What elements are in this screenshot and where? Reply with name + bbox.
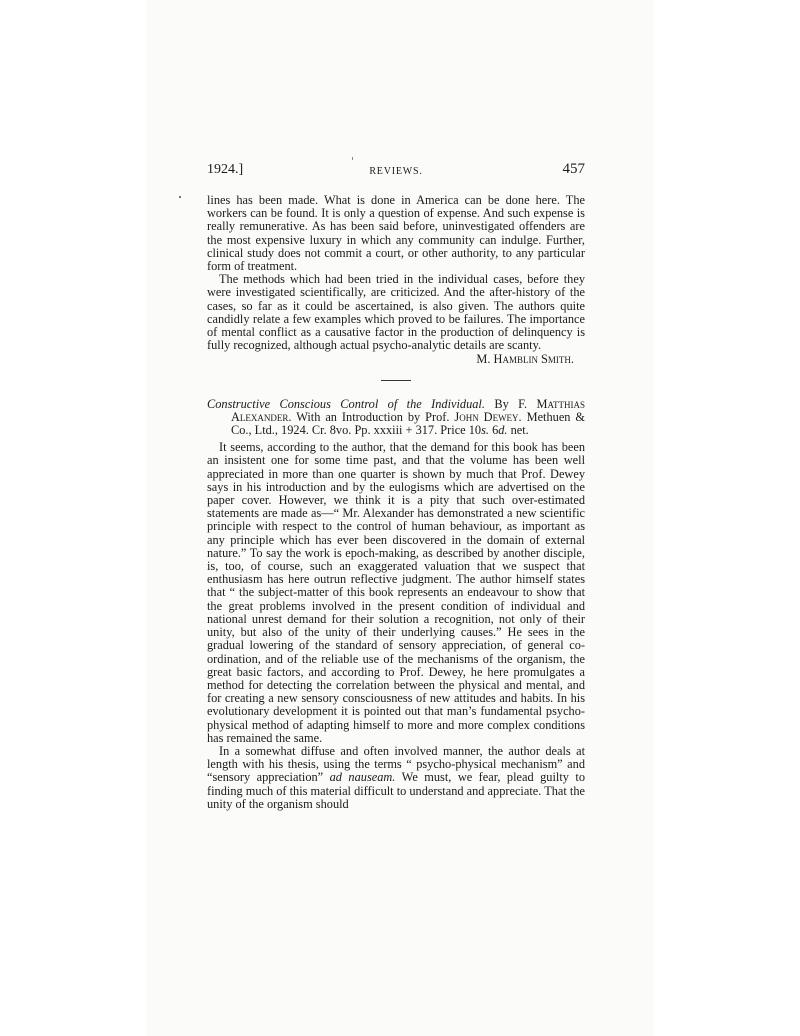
page-number: 457 [562,161,585,177]
review-continued [207,194,585,367]
review1-paragraph-1: lines has been made. What is done in America can be done here. The workers can be found. It is only a question of expense. And such expense is really remunerative. As has been said before, uninvestigated offenders are the most expensive luxury in which any community can indulge. Further, clinical study does not commit a court, or other authority, to any particular form of treatment. [207,193,585,274]
review2-paragraph-2-start: In a somewhat diffuse and often involved manner, the author deals at length with his thesis, using the terms “ psycho-physical mechanism” and “sensory appreciation” [207,743,585,785]
review1-signature: M. Hamblin Smith. [476,352,574,367]
citation-by: By F. [494,396,528,411]
running-head [207,163,585,181]
price-mid: 6 [488,423,499,438]
price-label: Price 10 [440,423,482,438]
margin-speck [179,196,181,198]
review2-paragraph-2 [207,745,585,811]
price-pence: d. [498,423,508,438]
book-title: Constructive Conscious Control of the Individual. [207,396,485,411]
review2-paragraph-1: It seems, according to the author, that the demand for this book has been an insistent one for some time past, and that the volume has been well appreciated in more than one quarter is shown by much that Prof. Dewey says in his introduction and by the eulogisms which are advertised on the paper cover. However, we think it is a pity that such over-estimated statements are made as—“ Mr. Alexander has demonstrated a new scientific principle with respect to the control of human behaviour, as important as any principle which has ever been discovered in the domain of external nature.” To say the work is epoch-making, as described by another disciple, is, too, of course, such an exaggerated valuation that we suspect that enthusiasm has here outrun reflective judgment. The author himself states that “ the subject-matter of this book represents an endeavour to show that the great problems involved in the present condition of individual and national unrest demand for their solution a recognition, not only of their unity, but also of the unity of their underlying causes.” He sees in the gradual lowering of the standard of sensory appreciation, of general co-ordination, and of the reliable use of the mechanisms of the organism, the great basic factors, and according to Prof. Dewey, he here promulgates a method for detecting the correlation between the physical and mental, and for creating a new sensory consciousness of new attitudes and habits. In his evolutionary development it is pointed out that man’s fundamental psycho-physical method of adapting himself to more and more complex conditions has remained the same. [207,440,585,745]
running-head-year: 1924.] [207,162,244,177]
review2-paragraph-2-end: We must, we fear, plead guilty to finding much of this material difficult to understand and appreciate. That the unity of the organism should [207,770,585,811]
book-author: Matthias Alexander. [231,396,586,424]
citation-price [440,423,528,437]
latin-phrase: ad nauseam. [329,770,396,785]
citation-publisher: Methuen & Co., Ltd., 1924. Cr. 8vo. Pp. xxxiii + 317. [231,409,586,438]
price-end: net. [507,423,529,438]
journal-page [207,163,585,811]
review1-paragraph-2: The methods which had been tried in the individual cases, before they were investigated scientifically, are criticized. And the after-history of the cases, so far as it could be ascertained, is also given. The authors quite candidly relate a few examples which proved to be failures. The importance of mental conflict as a causative factor in the production of delinquency is fully recognized, although actual psycho-analytic details are scanty. [207,272,585,353]
running-head-section: REVIEWS. [369,166,423,177]
citation-intro: With an Introduction by Prof. [296,409,450,424]
print-mark [352,157,353,160]
price-shillings: s. [481,423,489,438]
intro-author: John Dewey. [454,409,522,424]
review-constructive-conscious-control [207,398,585,811]
book-citation [207,398,585,438]
section-divider [381,380,411,381]
